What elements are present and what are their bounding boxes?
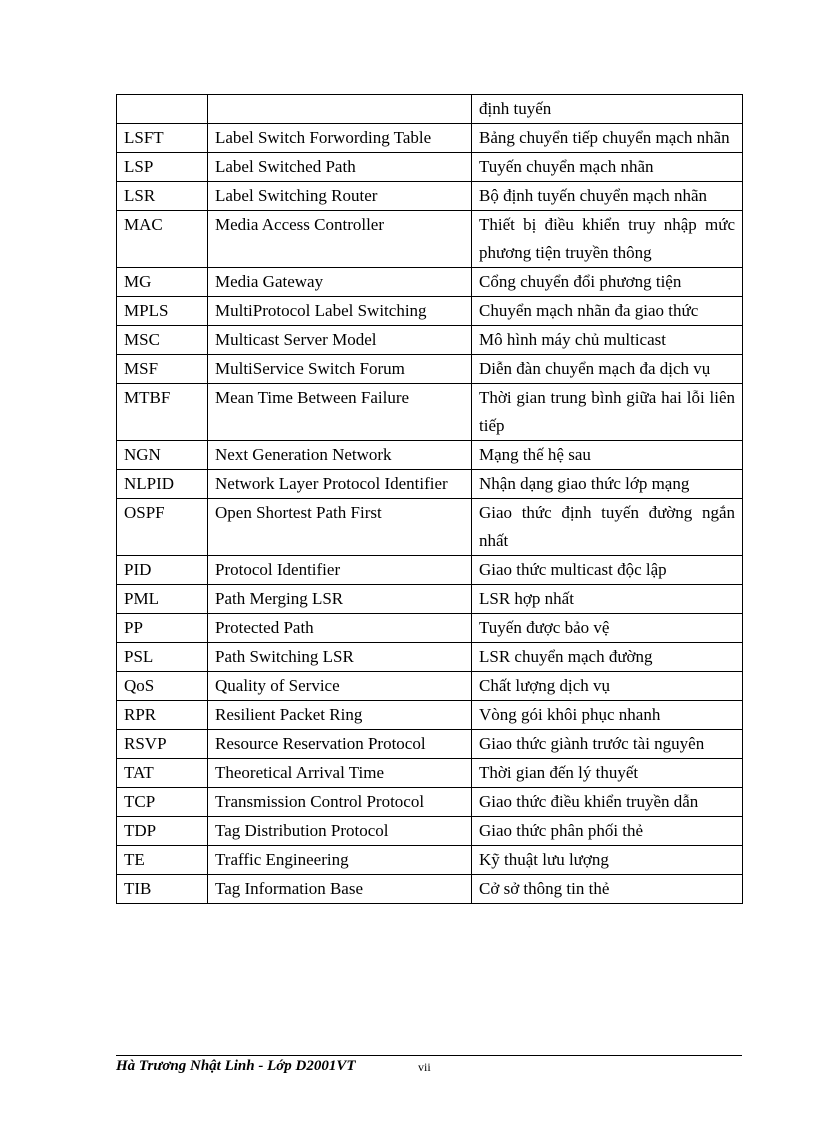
table-row: [117, 441, 743, 470]
english-term-cell: Resilient Packet Ring: [208, 701, 472, 730]
abbreviation-cell: PSL: [117, 643, 208, 672]
vietnamese-term-cell: Thời gian đến lý thuyết: [472, 759, 743, 788]
table-row: [117, 268, 743, 297]
abbreviation-cell: TAT: [117, 759, 208, 788]
table-row: [117, 759, 743, 788]
table-row: [117, 124, 743, 153]
table-row: [117, 672, 743, 701]
abbreviation-cell: RSVP: [117, 730, 208, 759]
abbreviation-cell: MAC: [117, 211, 208, 268]
abbreviation-cell: MG: [117, 268, 208, 297]
abbreviation-table-body: [117, 95, 743, 904]
english-term-cell: Resource Reservation Protocol: [208, 730, 472, 759]
vietnamese-term-cell: Thời gian trung bình giữa hai lỗi liên tiếp: [472, 384, 743, 441]
abbreviation-cell: PP: [117, 614, 208, 643]
english-term-cell: Media Gateway: [208, 268, 472, 297]
vietnamese-term-cell: Mô hình máy chủ multicast: [472, 326, 743, 355]
english-term-cell: Tag Information Base: [208, 875, 472, 904]
english-term-cell: Protected Path: [208, 614, 472, 643]
english-term-cell: MultiProtocol Label Switching: [208, 297, 472, 326]
footer-author: Hà Trương Nhật Linh - Lớp D2001VT: [116, 1058, 356, 1074]
vietnamese-term-cell: Giao thức điều khiển truyền dẫn: [472, 788, 743, 817]
vietnamese-term-cell: Tuyến được bảo vệ: [472, 614, 743, 643]
vietnamese-term-cell: định tuyến: [472, 95, 743, 124]
table-row: [117, 556, 743, 585]
table-row: [117, 817, 743, 846]
table-row: [117, 499, 743, 556]
table-row: [117, 297, 743, 326]
table-row: [117, 470, 743, 499]
vietnamese-term-cell: Giao thức định tuyến đường ngắn nhất: [472, 499, 743, 556]
vietnamese-term-cell: Cở sở thông tin thẻ: [472, 875, 743, 904]
english-term-cell: Label Switched Path: [208, 153, 472, 182]
table-row: [117, 614, 743, 643]
vietnamese-term-cell: Vòng gói khôi phục nhanh: [472, 701, 743, 730]
abbreviation-table: [116, 94, 743, 904]
vietnamese-term-cell: Bảng chuyển tiếp chuyển mạch nhãn: [472, 124, 743, 153]
abbreviation-cell: TE: [117, 846, 208, 875]
table-row: [117, 701, 743, 730]
table-row: [117, 355, 743, 384]
abbreviation-cell: TIB: [117, 875, 208, 904]
vietnamese-term-cell: Giao thức phân phối thẻ: [472, 817, 743, 846]
vietnamese-term-cell: LSR hợp nhất: [472, 585, 743, 614]
abbreviation-cell: LSR: [117, 182, 208, 211]
vietnamese-term-cell: Chất lượng dịch vụ: [472, 672, 743, 701]
abbreviation-cell: PID: [117, 556, 208, 585]
english-term-cell: Media Access Controller: [208, 211, 472, 268]
vietnamese-term-cell: Diễn đàn chuyển mạch đa dịch vụ: [472, 355, 743, 384]
abbreviation-cell: LSFT: [117, 124, 208, 153]
vietnamese-term-cell: Cổng chuyển đổi phương tiện: [472, 268, 743, 297]
abbreviation-cell: MPLS: [117, 297, 208, 326]
table-row: [117, 875, 743, 904]
abbreviation-cell: TCP: [117, 788, 208, 817]
english-term-cell: Path Switching LSR: [208, 643, 472, 672]
english-term-cell: Open Shortest Path First: [208, 499, 472, 556]
abbreviation-cell: [117, 95, 208, 124]
english-term-cell: [208, 95, 472, 124]
table-row: [117, 730, 743, 759]
table-row: [117, 585, 743, 614]
abbreviation-cell: OSPF: [117, 499, 208, 556]
abbreviation-cell: MSC: [117, 326, 208, 355]
page-number: vii: [418, 1060, 431, 1074]
abbreviation-cell: MTBF: [117, 384, 208, 441]
table-row: [117, 788, 743, 817]
vietnamese-term-cell: Thiết bị điều khiển truy nhập mức phương tiện truyền thông: [472, 211, 743, 268]
english-term-cell: Network Layer Protocol Identifier: [208, 470, 472, 499]
english-term-cell: Label Switching Router: [208, 182, 472, 211]
english-term-cell: Label Switch Forwording Table: [208, 124, 472, 153]
english-term-cell: Mean Time Between Failure: [208, 384, 472, 441]
table-row: [117, 384, 743, 441]
abbreviation-cell: RPR: [117, 701, 208, 730]
table-row: [117, 153, 743, 182]
vietnamese-term-cell: Mạng thế hệ sau: [472, 441, 743, 470]
vietnamese-term-cell: Tuyến chuyển mạch nhãn: [472, 153, 743, 182]
english-term-cell: Multicast Server Model: [208, 326, 472, 355]
abbreviation-cell: NLPID: [117, 470, 208, 499]
english-term-cell: Protocol Identifier: [208, 556, 472, 585]
english-term-cell: Path Merging LSR: [208, 585, 472, 614]
english-term-cell: Transmission Control Protocol: [208, 788, 472, 817]
english-term-cell: Theoretical Arrival Time: [208, 759, 472, 788]
vietnamese-term-cell: LSR chuyển mạch đường: [472, 643, 743, 672]
table-row: [117, 846, 743, 875]
vietnamese-term-cell: Kỹ thuật lưu lượng: [472, 846, 743, 875]
abbreviation-cell: LSP: [117, 153, 208, 182]
table-row: [117, 95, 743, 124]
table-row: [117, 182, 743, 211]
abbreviation-cell: NGN: [117, 441, 208, 470]
vietnamese-term-cell: Nhận dạng giao thức lớp mạng: [472, 470, 743, 499]
table-row: [117, 643, 743, 672]
abbreviation-cell: MSF: [117, 355, 208, 384]
english-term-cell: MultiService Switch Forum: [208, 355, 472, 384]
abbreviation-cell: TDP: [117, 817, 208, 846]
english-term-cell: Next Generation Network: [208, 441, 472, 470]
vietnamese-term-cell: Bộ định tuyến chuyển mạch nhãn: [472, 182, 743, 211]
table-row: [117, 326, 743, 355]
table-row: [117, 211, 743, 268]
vietnamese-term-cell: Chuyển mạch nhãn đa giao thức: [472, 297, 743, 326]
vietnamese-term-cell: Giao thức multicast độc lập: [472, 556, 743, 585]
abbreviation-cell: PML: [117, 585, 208, 614]
english-term-cell: Quality of Service: [208, 672, 472, 701]
vietnamese-term-cell: Giao thức giành trước tài nguyên: [472, 730, 743, 759]
english-term-cell: Traffic Engineering: [208, 846, 472, 875]
abbreviation-cell: QoS: [117, 672, 208, 701]
footer-divider: [116, 1055, 742, 1056]
english-term-cell: Tag Distribution Protocol: [208, 817, 472, 846]
